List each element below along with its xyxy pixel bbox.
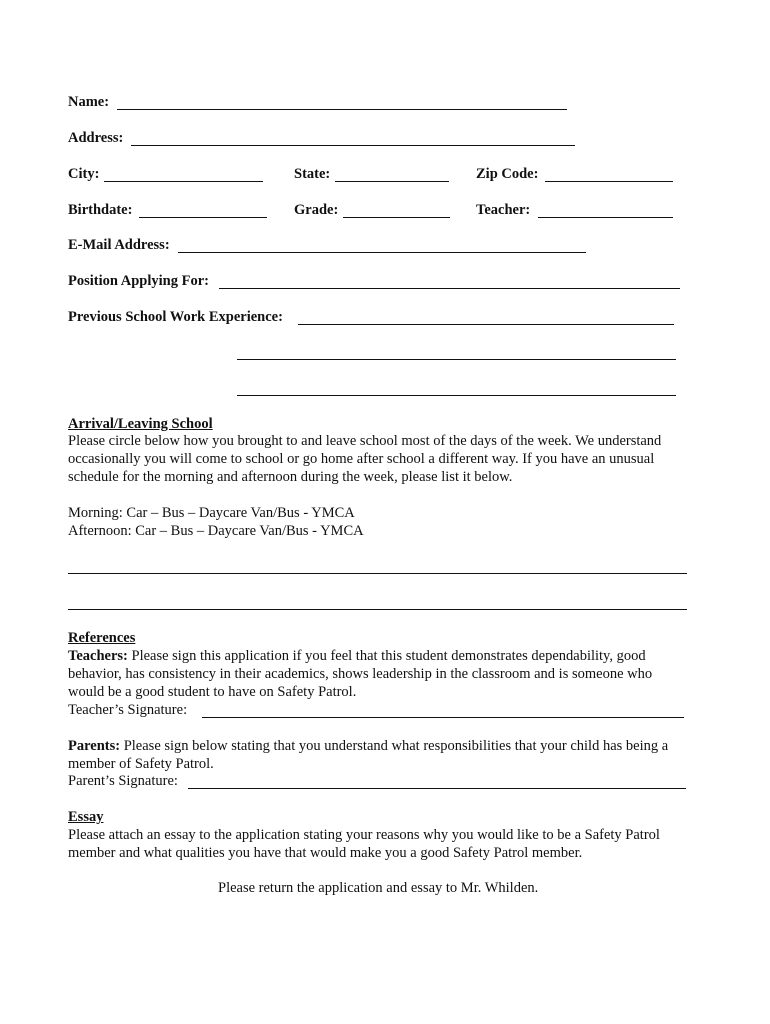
morning-options[interactable]: Morning: Car – Bus – Daycare Van/Bus - YMCA — [68, 505, 355, 521]
previous-experience-label: Previous School Work Experience: — [68, 309, 283, 325]
state-field[interactable] — [335, 181, 449, 182]
address-label: Address: — [68, 130, 124, 146]
name-label: Name: — [68, 94, 110, 110]
essay-heading: Essay — [68, 809, 104, 825]
parents-text-line-2: member of Safety Patrol. — [68, 756, 214, 772]
teacher-label: Teacher: — [476, 202, 531, 218]
name-field[interactable] — [117, 109, 567, 110]
previous-experience-field[interactable] — [298, 324, 674, 325]
schedule-field-line-1[interactable] — [68, 573, 687, 574]
parent-signature-field[interactable] — [188, 788, 686, 789]
teachers-label: Teachers: — [68, 648, 128, 664]
arrival-text-line-1: Please circle below how you brought to and leave school most of the days of the week. We understand — [68, 433, 662, 449]
email-label: E-Mail Address: — [68, 237, 170, 253]
previous-experience-field-line-2[interactable] — [237, 359, 676, 360]
previous-experience-field-line-3[interactable] — [237, 395, 676, 396]
afternoon-options[interactable]: Afternoon: Car – Bus – Daycare Van/Bus - YMCA — [68, 523, 364, 539]
email-field[interactable] — [178, 252, 586, 253]
arrival-text-line-3: schedule for the morning and afternoon during the week, please list it below. — [68, 469, 513, 485]
position-field[interactable] — [219, 288, 680, 289]
references-heading: References — [68, 630, 136, 646]
state-label: State: — [294, 166, 331, 182]
essay-text-line-2: member and what qualities you have that would make you a good Safety Patrol member. — [68, 845, 583, 861]
schedule-field-line-2[interactable] — [68, 609, 687, 610]
parents-label: Parents: — [68, 738, 121, 754]
grade-label: Grade: — [294, 202, 339, 218]
arrival-heading: Arrival/Leaving School — [68, 416, 213, 432]
zip-code-field[interactable] — [545, 181, 673, 182]
grade-field[interactable] — [343, 217, 450, 218]
parents-text-line-1 — [68, 737, 668, 755]
city-label: City: — [68, 166, 100, 182]
arrival-text-line-2: occasionally you will come to school or go home after school a different way. If you have an unusual — [68, 451, 655, 467]
birthdate-field[interactable] — [139, 217, 267, 218]
parents-text: Please sign below stating that you understand what responsibilities that your child has being a — [120, 738, 669, 754]
address-field[interactable] — [131, 145, 575, 146]
teacher-signature-field[interactable] — [202, 717, 684, 718]
teachers-text-line-2: behavior, has consistency in their academics, shows leadership in the classroom and is someone who — [68, 666, 653, 682]
teachers-text-line-3: would be a good student to have on Safety Patrol. — [68, 684, 357, 700]
closing-note: Please return the application and essay to Mr. Whilden. — [218, 880, 539, 896]
teachers-text: Please sign this application if you feel that this student demonstrates dependability, good — [127, 648, 646, 664]
position-label: Position Applying For: — [68, 273, 209, 289]
teacher-field[interactable] — [538, 217, 673, 218]
teachers-text-line-1 — [68, 647, 646, 665]
birthdate-label: Birthdate: — [68, 202, 133, 218]
zip-code-label: Zip Code: — [476, 166, 539, 182]
teacher-signature-label: Teacher’s Signature: — [68, 702, 188, 718]
city-field[interactable] — [104, 181, 263, 182]
essay-text-line-1: Please attach an essay to the application stating your reasons why you would like to be a Safety Patrol — [68, 827, 660, 843]
parent-signature-label: Parent’s Signature: — [68, 773, 178, 789]
